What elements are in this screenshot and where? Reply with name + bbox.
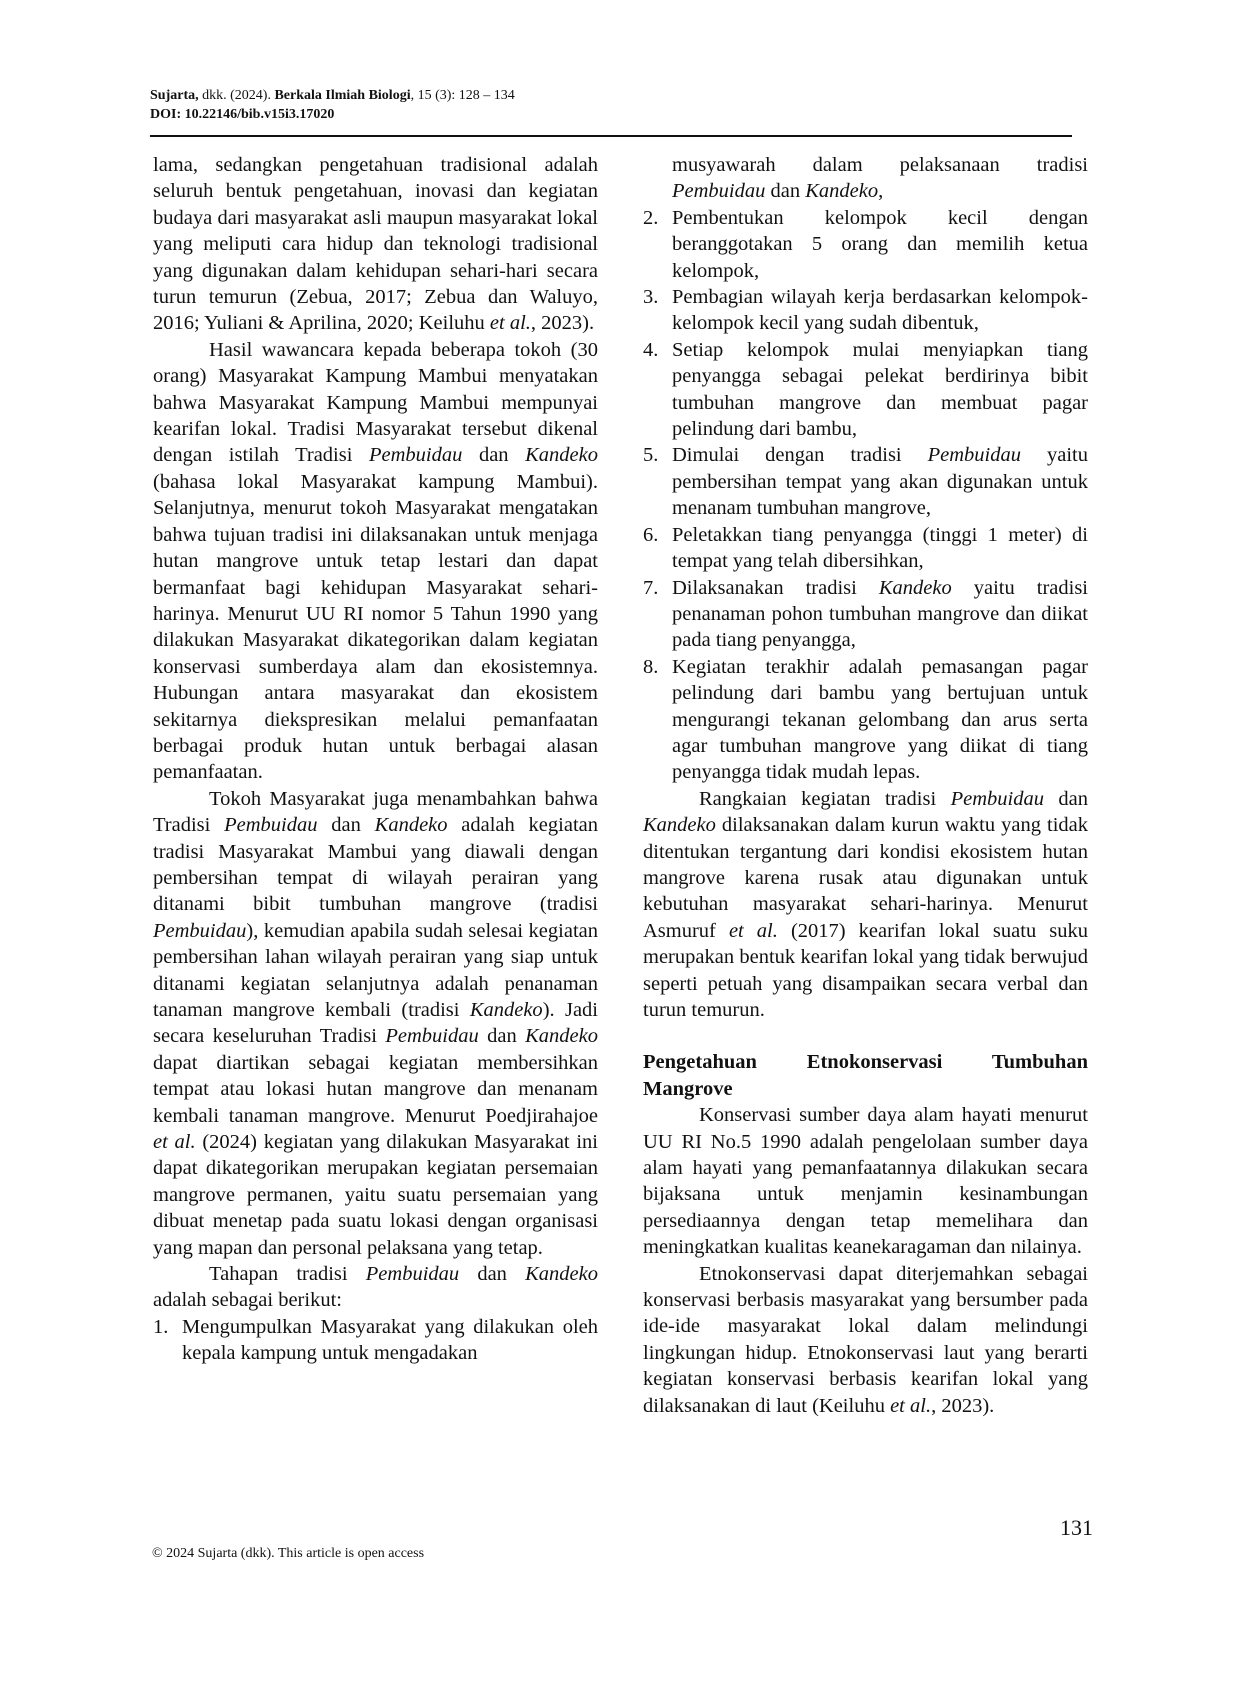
paragraph: lama, sedangkan pengetahuan tradisional adalah seluruh bentuk pengetahuan, inovasi dan kegiatan budaya dari masyarakat asli maupun masyarakat lokal yang meliputi cara hidup dan teknologi tradisional yang digunakan dalam kehidupan sehari-hari secara turun temurun (Zebua, 2017; Zebua dan Waluyo, 2016; Yuliani & Aprilina, 2020; Keiluhu et al., 2023).	[153, 154, 598, 335]
right-column	[643, 152, 1088, 1419]
steps-list	[153, 1314, 598, 1367]
paragraph: Tokoh Masyarakat juga menambahkan bahwa Tradisi Pembuidau dan Kandeko adalah kegiatan tradisi Masyarakat Mambui yang diawali dengan pembersihan tempat di wilayah perairan yang ditanami bibit tumbuhan mangrove (tradisi Pembuidau), kemudian apabila sudah selesai kegiatan pembersihan lahan wilayah perairan yang siap untuk ditanami kegiatan selanjutnya adalah penanaman tanaman mangrove kembali (tradisi Kandeko). Jadi secara keseluruhan Tradisi Pembuidau dan Kandeko dapat diartikan sebagai kegiatan membersihkan tempat atau lokasi hutan mangrove dan menanam kembali tanaman mangrove. Menurut Poedjirahajoe et al. (2024) kegiatan yang dilakukan Masyarakat ini dapat dikategorikan merupakan kegiatan persemaian mangrove permanen, yaitu suatu persemaian yang dibuat menetap pada suatu lokasi dengan organisasi yang mapan dan personal pelaksana yang tetap.	[153, 787, 598, 1259]
header-rule	[150, 135, 1072, 137]
list-item: 8. Kegiatan terakhir adalah pemasangan pagar pelindung dari bambu yang bertujuan untuk mengurangi tekanan gelombang dan arus serta agar tumbuhan mangrove yang diikat di tiang penyangga tidak mudah lepas.	[643, 655, 1088, 784]
doi-line: DOI: 10.22146/bib.v15i3.17020	[150, 107, 335, 122]
left-column	[153, 152, 598, 1367]
page-number: 131	[1060, 1515, 1093, 1540]
section-heading: Pengetahuan Etnokonservasi Tumbuhan Mangrove	[643, 1051, 1088, 1100]
paragraph: Etnokonservasi dapat diterjemahkan sebagai konservasi berbasis masyarakat yang bersumber pada ide-ide masyarakat lokal dalam melindungi lingkungan hidup. Etnokonservasi laut yang berarti kegiatan konservasi berbasis kearifan lokal yang dilaksanakan di laut (Keiluhu et al., 2023).	[643, 1262, 1088, 1417]
steps-list	[643, 205, 1088, 786]
list-item: 7. Dilaksanakan tradisi Kandeko yaitu tradisi penanaman pohon tumbuhan mangrove dan diikat pada tiang penyangga,	[643, 576, 1089, 652]
list-item: 5. Dimulai dengan tradisi Pembuidau yaitu pembersihan tempat yang akan digunakan untuk menanam tumbuhan mangrove,	[643, 444, 1088, 520]
copyright-footer: © 2024 Sujarta (dkk). This article is open access	[152, 1546, 425, 1561]
list-item: 2. Pembentukan kelompok kecil dengan beranggotakan 5 orang dan memilih ketua kelompok,	[643, 206, 1088, 282]
list-item-continuation: musyawarah dalam pelaksanaan tradisi Pembuidau dan Kandeko,	[672, 154, 1088, 203]
citation-line: Sujarta, dkk. (2024). Berkala Ilmiah Biologi, 15 (3): 128 – 134	[150, 88, 515, 103]
running-header	[150, 86, 1070, 124]
list-item: 6. Peletakkan tiang penyangga (tinggi 1 meter) di tempat yang telah dibersihkan,	[643, 523, 1088, 573]
paragraph: Konservasi sumber daya alam hayati menurut UU RI No.5 1990 adalah pengelolaan sumber daya alam hayati yang pemanfaatannya dilakukan secara bijaksana untuk menjamin kesinambungan persediaannya dengan tetap memelihara dan meningkatkan kualitas keanekaragaman dan nilainya.	[643, 1104, 1088, 1259]
paragraph: Hasil wawancara kepada beberapa tokoh (30 orang) Masyarakat Kampung Mambui menyatakan bahwa Masyarakat Kampung Mambui mempunyai kearifan lokal. Tradisi Masyarakat tersebut dikenal dengan istilah Tradisi Pembuidau dan Kandeko (bahasa lokal Masyarakat kampung Mambui). Selanjutnya, menurut tokoh Masyarakat mengatakan bahwa tujuan tradisi ini dilaksanakan untuk menjaga hutan mangrove untuk tetap lestari dan dapat bermanfaat bagi kehidupan Masyarakat sehari-harinya. Menurut UU RI nomor 5 Tahun 1990 yang dilakukan Masyarakat dikategorikan dalam kegiatan konservasi sumberdaya alam dan ekosistemnya. Hubungan antara masyarakat dan ekosistem sekitarnya diekspresikan melalui pemanfaatan berbagai produk hutan untuk berbagai alasan pemanfaatan.	[153, 338, 598, 784]
list-item: 3. Pembagian wilayah kerja berdasarkan kelompok-kelompok kecil yang sudah dibentuk,	[643, 286, 1088, 335]
list-item: 4. Setiap kelompok mulai menyiapkan tiang penyangga sebagai pelekat berdirinya bibit tumbuhan mangrove dan membuat pagar pelindung dari bambu,	[643, 338, 1088, 441]
list-item: 1. Mengumpulkan Masyarakat yang dilakukan oleh kepala kampung untuk mengadakan	[153, 1315, 598, 1365]
paragraph: Tahapan tradisi Pembuidau dan Kandeko adalah sebagai berikut:	[153, 1263, 598, 1312]
paragraph: Rangkaian kegiatan tradisi Pembuidau dan Kandeko dilaksanakan dalam kurun waktu yang tidak ditentukan tergantung dari kondisi ekosistem hutan mangrove karena rusak atau digunakan untuk kebutuhan masyarakat sehari-harinya. Menurut Asmuruf et al. (2017) kearifan lokal suatu suku merupakan bentuk kearifan lokal yang tidak berwujud seperti petuah yang disampaikan secara verbal dan turun temurun.	[643, 787, 1089, 1021]
